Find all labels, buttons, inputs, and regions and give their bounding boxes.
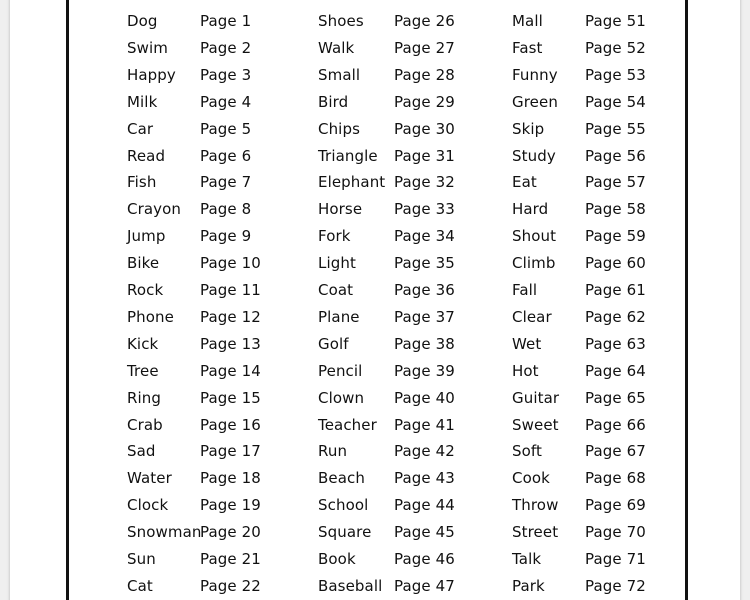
- index-page-ref: Page 11: [200, 281, 261, 299]
- index-page-ref: Page 31: [394, 147, 455, 165]
- index-page-ref: Page 33: [394, 200, 455, 218]
- index-word: Guitar: [512, 389, 560, 407]
- index-word: Bird: [318, 93, 349, 111]
- index-word: Phone: [127, 308, 174, 326]
- index-page-ref: Page 40: [394, 389, 455, 407]
- index-word: Climb: [512, 254, 556, 272]
- index-page-ref: Page 55: [585, 120, 646, 138]
- index-page-ref: Page 8: [200, 200, 252, 218]
- index-page-ref: Page 13: [200, 335, 261, 353]
- index-word: Throw: [512, 496, 559, 514]
- index-page-ref: Page 30: [394, 120, 455, 138]
- index-page-ref: Page 45: [394, 523, 455, 541]
- index-word: Bike: [127, 254, 160, 272]
- index-word: Fork: [318, 227, 351, 245]
- index-word: Study: [512, 147, 556, 165]
- index-page-ref: Page 21: [200, 550, 261, 568]
- index-word: Walk: [318, 39, 355, 57]
- index-page-ref: Page 58: [585, 200, 646, 218]
- index-page-ref: Page 71: [585, 550, 646, 568]
- index-word: Green: [512, 93, 558, 111]
- index-word: Rock: [127, 281, 164, 299]
- index-page-ref: Page 59: [585, 227, 646, 245]
- index-page-ref: Page 12: [200, 308, 261, 326]
- index-page-ref: Page 32: [394, 173, 455, 191]
- index-word: Talk: [512, 550, 542, 568]
- index-word: Soft: [512, 442, 542, 460]
- index-word: Light: [318, 254, 356, 272]
- index-word: Hot: [512, 362, 539, 380]
- index-page-ref: Page 69: [585, 496, 646, 514]
- index-word: Milk: [127, 93, 158, 111]
- index-page-ref: Page 35: [394, 254, 455, 272]
- index-page-ref: Page 72: [585, 577, 646, 595]
- index-word: Cat: [127, 577, 153, 595]
- index-word: Car: [127, 120, 154, 138]
- index-word: Park: [512, 577, 545, 595]
- index-word: Water: [127, 469, 172, 487]
- index-page-ref: Page 51: [585, 12, 646, 30]
- index-page-ref: Page 16: [200, 416, 261, 434]
- index-page-ref: Page 34: [394, 227, 455, 245]
- index-word: Ring: [127, 389, 162, 407]
- index-word: Street: [512, 523, 559, 541]
- index-word: Sweet: [512, 416, 559, 434]
- index-word: Elephant: [318, 173, 386, 191]
- index-word: Sun: [127, 550, 156, 568]
- index-word: Read: [127, 147, 166, 165]
- index-page-ref: Page 27: [394, 39, 455, 57]
- index-word: Snowman: [127, 523, 202, 541]
- index-word: Fall: [512, 281, 538, 299]
- index-page-ref: Page 19: [200, 496, 261, 514]
- index-word: Hard: [512, 200, 549, 218]
- index-page-ref: Page 57: [585, 173, 646, 191]
- index-page-ref: Page 20: [200, 523, 261, 541]
- index-page-ref: Page 43: [394, 469, 455, 487]
- index-word: Wet: [512, 335, 542, 353]
- index-page-ref: Page 18: [200, 469, 261, 487]
- index-word: School: [318, 496, 369, 514]
- index-page-ref: Page 26: [394, 12, 455, 30]
- index-word: Tree: [127, 362, 159, 380]
- index-word: Happy: [127, 66, 176, 84]
- index-word: Run: [318, 442, 348, 460]
- index-page-ref: Page 42: [394, 442, 455, 460]
- index-page-ref: Page 64: [585, 362, 646, 380]
- index-page-ref: Page 66: [585, 416, 646, 434]
- index-word: Baseball: [318, 577, 383, 595]
- index-word: Dog: [127, 12, 158, 30]
- index-page-ref: Page 6: [200, 147, 252, 165]
- index-word: Crab: [127, 416, 163, 434]
- index-word: Teacher: [318, 416, 377, 434]
- index-page-ref: Page 29: [394, 93, 455, 111]
- index-page-ref: Page 56: [585, 147, 646, 165]
- index-word: Coat: [318, 281, 354, 299]
- index-page-ref: Page 41: [394, 416, 455, 434]
- index-page-ref: Page 52: [585, 39, 646, 57]
- index-word: Book: [318, 550, 356, 568]
- index-page-ref: Page 65: [585, 389, 646, 407]
- index-page-ref: Page 22: [200, 577, 261, 595]
- index-word: Plane: [318, 308, 360, 326]
- index-page-ref: Page 3: [200, 66, 252, 84]
- index-word: Pencil: [318, 362, 363, 380]
- index-page-ref: Page 67: [585, 442, 646, 460]
- index-page-ref: Page 60: [585, 254, 646, 272]
- index-page-ref: Page 9: [200, 227, 252, 245]
- index-word: Mall: [512, 12, 543, 30]
- index-word: Shoes: [318, 12, 364, 30]
- index-word: Skip: [512, 120, 545, 138]
- index-page-ref: Page 62: [585, 308, 646, 326]
- index-page-ref: Page 15: [200, 389, 261, 407]
- index-word: Fast: [512, 39, 543, 57]
- index-word: Clock: [127, 496, 169, 514]
- index-page-ref: Page 46: [394, 550, 455, 568]
- index-page-ref: Page 44: [394, 496, 455, 514]
- index-page-ref: Page 36: [394, 281, 455, 299]
- index-page-ref: Page 54: [585, 93, 646, 111]
- index-word: Kick: [127, 335, 159, 353]
- index-page-ref: Page 2: [200, 39, 252, 57]
- index-word: Cook: [512, 469, 550, 487]
- index-page-ref: Page 63: [585, 335, 646, 353]
- index-word: Funny: [512, 66, 558, 84]
- index-word: Golf: [318, 335, 349, 353]
- index-word: Small: [318, 66, 361, 84]
- index-page-ref: Page 70: [585, 523, 646, 541]
- index-page-ref: Page 5: [200, 120, 252, 138]
- index-page-ref: Page 1: [200, 12, 252, 30]
- index-word: Shout: [512, 227, 557, 245]
- index-word: Beach: [318, 469, 365, 487]
- index-word: Clear: [512, 308, 552, 326]
- index-page-ref: Page 28: [394, 66, 455, 84]
- index-word: Swim: [127, 39, 168, 57]
- index-page-ref: Page 37: [394, 308, 455, 326]
- index-word: Jump: [127, 227, 166, 245]
- index-page-ref: Page 53: [585, 66, 646, 84]
- index-page-ref: Page 14: [200, 362, 261, 380]
- index-page-ref: Page 7: [200, 173, 252, 191]
- index-page-ref: Page 39: [394, 362, 455, 380]
- index-word: Square: [318, 523, 372, 541]
- index-word: Crayon: [127, 200, 181, 218]
- index-word: Fish: [127, 173, 157, 191]
- index-page-ref: Page 68: [585, 469, 646, 487]
- index-word: Clown: [318, 389, 365, 407]
- index-page-ref: Page 17: [200, 442, 261, 460]
- index-word: Eat: [512, 173, 537, 191]
- index-word: Horse: [318, 200, 363, 218]
- index-page-ref: Page 38: [394, 335, 455, 353]
- index-word: Sad: [127, 442, 156, 460]
- index-page-ref: Page 61: [585, 281, 646, 299]
- index-word: Chips: [318, 120, 360, 138]
- index-page-ref: Page 4: [200, 93, 252, 111]
- index-page-ref: Page 47: [394, 577, 455, 595]
- index-page-ref: Page 10: [200, 254, 261, 272]
- index-word: Triangle: [318, 147, 378, 165]
